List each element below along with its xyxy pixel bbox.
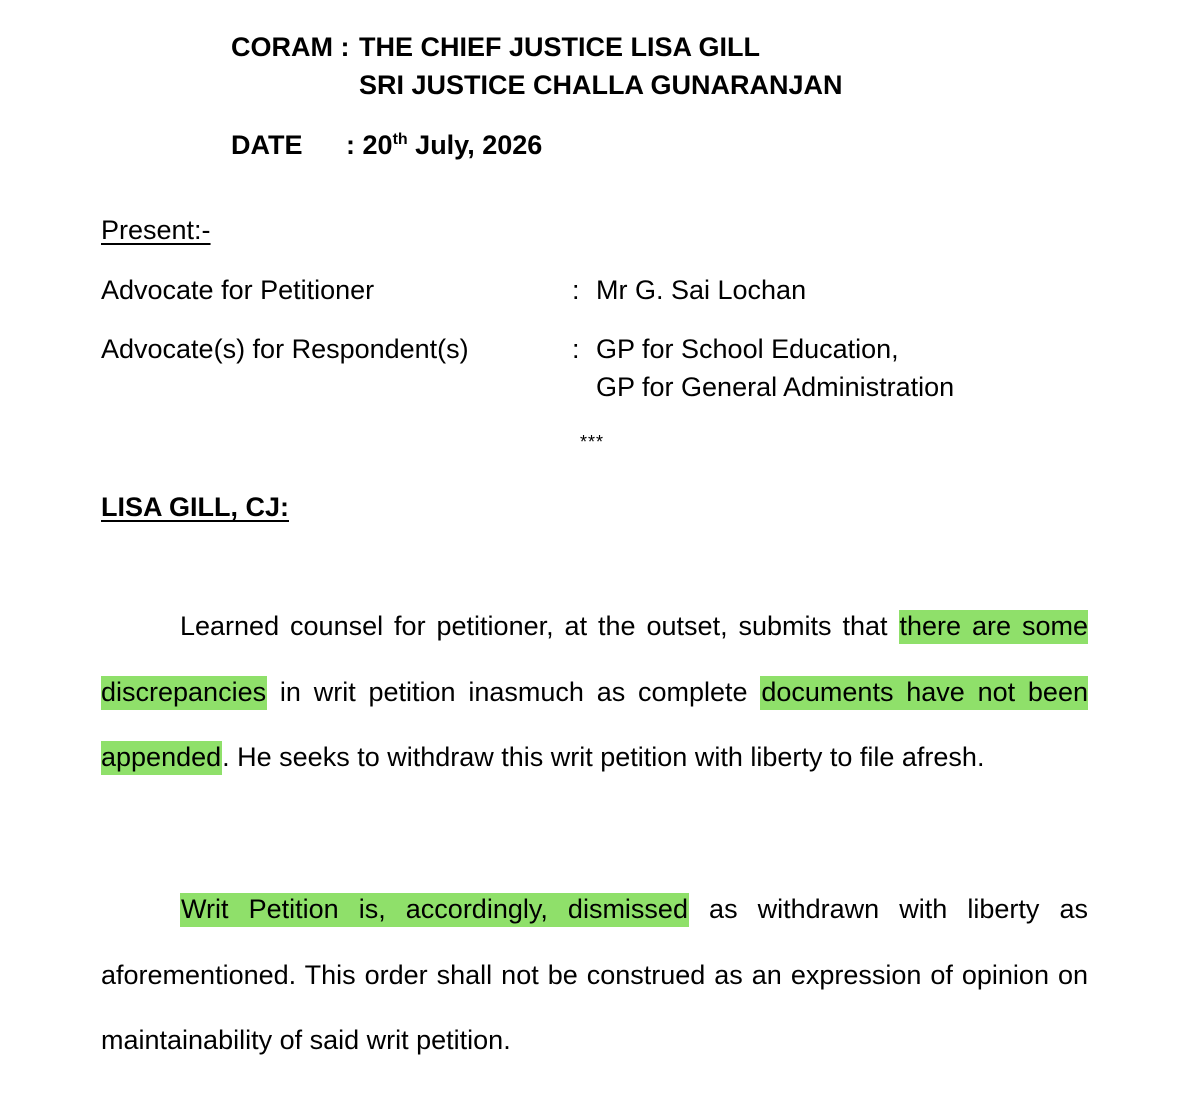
coram-judge-2: SRI JUSTICE CHALLA GUNARANJAN	[359, 70, 843, 100]
respondent-advocate-separator: :	[572, 334, 580, 364]
para1-text-2: in writ petition inasmuch as complete	[267, 676, 761, 707]
respondent-advocate-name-2: GP for General Administration	[596, 372, 955, 402]
date-month-year: July, 2026	[407, 130, 543, 160]
present-heading: Present:-	[101, 215, 211, 245]
respondent-advocate-label: Advocate(s) for Respondent(s)	[101, 334, 469, 364]
para2-highlight-dismissed: Writ Petition is, accordingly, dismissed	[180, 893, 689, 927]
para1-text-3: . He seeks to withdraw this writ petition with liberty to file afresh.	[222, 742, 985, 772]
para1-highlight-documents: documents have not been appended	[101, 676, 1088, 776]
date-day: 20	[362, 130, 393, 160]
para2-text-1: as withdrawn with liberty as aforementioned. This order shall not be construed as an expression of opinion on maintainability of said writ petition.	[101, 894, 1088, 1055]
order-paragraph-2	[101, 877, 1088, 1074]
petitioner-advocate-separator: :	[572, 275, 580, 305]
para1-highlight-discrepancies: there are some discrepancies	[101, 610, 1088, 710]
para1-text-1: Learned counsel for petitioner, at the outset, submits that	[180, 611, 899, 641]
date-line	[346, 130, 542, 161]
petitioner-advocate-name: Mr G. Sai Lochan	[596, 275, 807, 305]
respondent-advocate-name-1: GP for School Education,	[596, 334, 899, 364]
coram-judge-1: THE CHIEF JUSTICE LISA GILL	[359, 32, 761, 62]
order-author-heading: LISA GILL, CJ:	[101, 492, 289, 522]
date-suffix: th	[392, 131, 408, 148]
coram-label: CORAM :	[231, 32, 350, 62]
section-separator: ***	[580, 432, 605, 452]
date-separator: :	[346, 130, 355, 160]
date-label: DATE	[231, 130, 303, 160]
order-paragraph-1	[101, 594, 1088, 791]
petitioner-advocate-label: Advocate for Petitioner	[101, 275, 375, 305]
